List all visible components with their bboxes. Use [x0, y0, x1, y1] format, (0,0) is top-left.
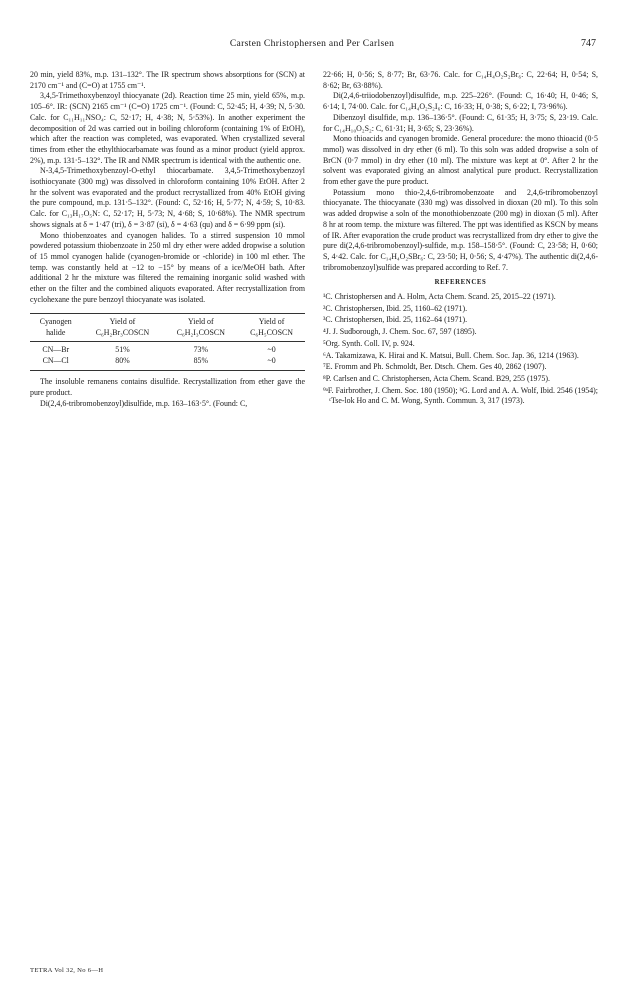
reference-item: ¹C. Christophersen and A. Holm, Acta Chem. Scand. 25, 2015–22 (1971).: [323, 292, 556, 302]
table-header-cell: Yield of: [238, 314, 305, 328]
table-cell: ~0: [238, 356, 305, 371]
body-paragraph: 22·66; H, 0·56; S, 8·77; Br, 63·76. Calc. for C₁₄H₄O₂S₂Br₆: C, 22·64; H, 0·54; S, 8·62; Br, 63·88%).: [323, 70, 598, 90]
table-header-cell: Yield of: [81, 314, 163, 328]
reference-item: ⁶A. Takamizawa, K. Hirai and K. Matsui, Bull. Chem. Soc. Jap. 36, 1214 (1963).: [323, 350, 579, 360]
running-head: Carsten Christophersen and Per Carlsen: [229, 38, 395, 49]
yield-table: [30, 313, 305, 371]
page-footer: TETRA Vol 32, No 6—H: [30, 967, 104, 974]
table-cell: CN—Br: [42, 345, 70, 355]
body-paragraph: Di(2,4,6-tribromobenzoyl)disulfide, m.p. 163–163·5°. (Found: C,: [40, 398, 248, 408]
table-row: [30, 342, 305, 356]
body-paragraph: Di(2,4,6-triiodobenzoyl)disulfide, m.p. 225–226°. (Found: C, 16·40; H, 0·46; S, 6·14; I, 74·00. Calc. for C₁₄H₄O₂S₂I₆: C, 16·33; H, 0·38; S, 6·22; I, 73·96%).: [323, 91, 598, 112]
body-paragraph: The insoluble remanens contains disulfide. Recrystallization from ether gave the pure product.: [30, 377, 305, 398]
body-paragraph: 3,4,5-Trimethoxybenzoyl thiocyanate (2d). Reaction time 25 min, yield 65%, m.p. 105–6°. IR: (SCN) 2165 cm⁻¹ (C=O) 1725 cm⁻¹. (Found: C, 52·45; H, 4·39; N, 5·30. Calc. for C₁₁H₁₁NSO₄: C, 52·17; H, 4·38; N, 5·53%). In another experiment the decomposition of 2d was carried out in boiling chloroform (containing 1% of EtOH), which after the reaction was completed, was evaporated. When crystallized several times from ether the ethylthiocarbamate was found as a minor product (yield approx. 2%), m.p. 131·5–132°. The IR and NMR spectrum is identical with the authentic one.: [30, 91, 305, 165]
table-cell: 73%: [193, 345, 209, 355]
reference-item: ⁷E. Fromm and Ph. Schmoldt, Ber. Dtsch. Chem. Ges 40, 2862 (1907).: [323, 362, 547, 372]
page-number: 747: [581, 38, 596, 49]
reference-item: ⁸P. Carlsen and C. Christophersen, Acta Chem. Scand. B29, 255 (1975).: [323, 373, 550, 383]
table-cell: CN—Cl: [30, 356, 81, 371]
body-paragraph: Mono thioacids and cyanogen bromide. General procedure: the mono thioacid (0·5 mmol) was dissolved in dry ether (6 ml). To this soln was added dropwise a soln of BrCN (0·7 mmol) in dry ether (10 ml). The mixture was kept at 0°. After 2 hr the solvent was evaporated giving an almost analytical pure product. Recrystallization from ether gave the pure product.: [323, 134, 598, 187]
table-header-cell: C₆H₂Br₃COSCN: [81, 328, 163, 342]
reference-item: ⁹ᵃF. Fairbrother, J. Chem. Soc. 180 (1950); ᵇG. Lord and A. A. Wolf, Ibid. 2546 (1954); ᶜTse-lok Ho and C. M. Wong, Synth. Commun. 3, 317 (1973).: [323, 385, 598, 406]
references-heading: REFERENCES: [434, 279, 487, 287]
table-header-cell: C₆H₂I₃COSCN: [164, 328, 239, 342]
table-cell: 85%: [164, 356, 239, 371]
reference-item: ²C. Christophersen, Ibid. 25, 1160–62 (1971).: [323, 303, 468, 313]
body-paragraph: Potassium mono thio-2,4,6-tribromobenzoate and 2,4,6-tribromobenzoyl thiocyanate. The thiocyanate (330 mg) was dissolved in dioxan (20 ml). To this soln was added dropwise a soln of the monothiobenzoate (200 mg) in dioxan (5 ml). After 8 hr at room temp. the mixture was filtered. The ppt was identified as KSCN by means of IR. After evaporation the crude product was recrystallized from dry ether to give the pure di(2,4,6-tribromobenzoyl)-sulfide, m.p. 158–158·5°. (Found: C, 23·58; H, 0·60; S, 4·42. Calc. for C₁₄H₄O₂SBr₆: C, 23·50; H, 0·56; S, 4·47%). The authentic di(2,4,6-tribromobenzoyl)sulfide was prepared according to Ref. 7.: [323, 187, 598, 272]
table-cell: ~0: [267, 345, 276, 355]
table-header-cell: Yield of: [164, 314, 239, 328]
reference-item: ⁴J. J. Sudborough, J. Chem. Soc. 67, 597 (1895).: [323, 327, 477, 337]
reference-item: ³C. Christophersen, Ibid. 25, 1162–64 (1971).: [323, 315, 468, 325]
table-header-cell: Cyanogen: [30, 314, 81, 328]
right-column: [323, 70, 598, 408]
body-paragraph: Mono thiobenzoates and cyanogen halides. To a stirred suspension 10 mmol powdered potassium thiobenzoate in 250 ml dry ether were added dropwise a solution of 15 mmol cyanogen halide (cyanogen-bromide or -chloride) in 100 ml ether. The temp. was constantly held at −12 to −15° by means of a ice/MeOH bath. After additional 2 hr the mixture was filtered the remaining inorganic solid washed with ether on the filter and the combined aliquots evaporated. After recrystallization from cyclohexane the pure benzoyl thiocyanate was isolated.: [30, 230, 305, 304]
table-cell: 80%: [81, 356, 163, 371]
body-paragraph: Dibenzoyl disulfide, m.p. 136–136·5°. (Found: C, 61·35; H, 3·75; S, 23·19. Calc. for C₁₄H₁₀O₂S₂: C, 61·31; H, 3·65; S, 23·36%).: [323, 112, 598, 133]
reference-item: ⁵Org. Synth. Coll. IV, p. 924.: [323, 338, 415, 348]
body-paragraph: 20 min, yield 83%, m.p. 131–132°. The IR spectrum shows absorptions for (SCN) at 2170 cm⁻¹ and (C=O) at 1755 cm⁻¹.: [30, 70, 305, 90]
table-row: [30, 356, 305, 371]
page-header: [28, 38, 596, 54]
table-header-cell: C₆H₅COSCN: [238, 328, 305, 342]
table-header-cell: halide: [30, 328, 81, 342]
body-paragraph: N-3,4,5-Trimethoxybenzoyl-O-ethyl thiocarbamate. 3,4,5-Trimethoxybenzoyl isothiocyanate (300 mg) was dissolved in chloroform containing 10% EtOH. After 2 hr the solvent was evaporated and the product recrystallized from 40% EtOH giving the pure compound, m.p. 131·5–132°. (Found: C, 52·16; H, 5·77; N, 4·59; S, 10·83. Calc. for C₁₃H₁₇O₅N: C, 52·17; H, 5·73; N, 4·68; S, 10·68%). The NMR spectrum shows signals at δ = 1·47 (tri), δ = 3·87 (si), δ = 4·63 (qu) and δ = 6·99 ppm (si).: [30, 166, 305, 229]
table-cell: 51%: [115, 345, 130, 355]
left-column: [30, 70, 305, 410]
